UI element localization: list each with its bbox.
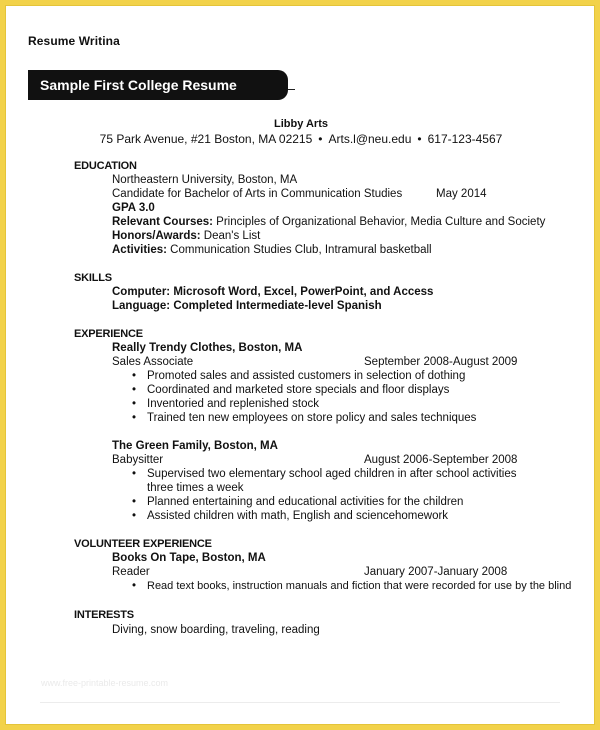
skills-language: Language: Completed Intermediate-level Spanish — [112, 300, 382, 312]
job-bullet: Inventoried and replenished stock — [147, 398, 319, 410]
interests-text: Diving, snow boarding, traveling, reading — [112, 624, 320, 636]
courses-label: Relevant Courses: — [112, 216, 213, 228]
education-honors — [112, 230, 260, 242]
job-bullet: Promoted sales and assisted customers in selection of dothing — [147, 370, 466, 382]
job-bullet: Assisted children with math, English and sciencehomework — [147, 510, 449, 522]
resume-page — [5, 5, 595, 725]
activities-label: Activities: — [112, 244, 167, 256]
bullet-icon: • — [132, 496, 137, 508]
courses-text: Principles of Organizational Behavior, Media Culture and Society — [212, 216, 546, 228]
education-degree-date: May 2014 — [436, 188, 487, 200]
job-bullet: Supervised two elementary school aged children in after school activities — [147, 468, 517, 480]
bullet-icon: • — [132, 580, 137, 592]
bullet-icon: • — [132, 384, 137, 396]
watermark: www.free-printable-resume.com — [41, 678, 169, 688]
interests-heading: INTERESTS — [74, 609, 134, 621]
bullet-icon: • — [132, 370, 137, 382]
address: 75 Park Avenue, #21 Boston, MA 02215 — [99, 132, 313, 146]
education-activities — [112, 244, 432, 256]
education-gpa: GPA 3.0 — [112, 202, 155, 214]
job-dates: August 2006-September 2008 — [364, 454, 518, 466]
volunteer-heading: VOLUNTEER EXPERIENCE — [74, 538, 212, 550]
separator: • — [417, 132, 422, 146]
job-bullet: Planned entertaining and educational activities for the children — [147, 496, 464, 508]
candidate-name: Libby Arts — [274, 118, 328, 130]
volunteer-org: Books On Tape, Boston, MA — [112, 552, 266, 564]
resume-banner — [28, 70, 288, 100]
education-school: Northeastern University, Boston, MA — [112, 174, 298, 186]
contact-line — [6, 132, 596, 146]
volunteer-title: Reader — [112, 566, 150, 578]
job-title: Babysitter — [112, 454, 164, 466]
page-header-title: Resume Writina — [28, 34, 120, 48]
skills-computer: Computer: Microsoft Word, Excel, PowerPoint, and Access — [112, 286, 434, 298]
job-bullet: Coordinated and marketed store specials and floor displays — [147, 384, 450, 396]
bullet-icon: • — [132, 510, 137, 522]
bullet-icon: • — [132, 398, 137, 410]
email: Arts.l@neu.edu — [328, 132, 412, 146]
education-courses — [112, 216, 545, 228]
skills-heading: SKILLS — [74, 272, 112, 284]
job-bullet-continuation: three times a week — [147, 482, 244, 494]
education-heading: EDUCATION — [74, 160, 137, 172]
job-employer: Really Trendy Clothes, Boston, MA — [112, 342, 303, 354]
job-employer: The Green Family, Boston, MA — [112, 440, 278, 452]
job-title: Sales Associate — [112, 356, 194, 368]
phone: 617-123-4567 — [427, 132, 503, 146]
separator: • — [318, 132, 323, 146]
experience-heading: EXPERIENCE — [74, 328, 143, 340]
volunteer-bullet: Read text books, instruction manuals and fiction that were recorded for use by the blind — [147, 580, 572, 592]
job-dates: September 2008-August 2009 — [364, 356, 518, 368]
activities-text: Communication Studies Club, Intramural basketball — [166, 244, 432, 256]
bullet-icon: • — [132, 412, 137, 424]
bullet-icon: • — [132, 468, 137, 480]
bottom-rule — [40, 702, 560, 703]
education-degree: Candidate for Bachelor of Arts in Communication Studies — [112, 188, 403, 200]
banner-title: Sample First College Resume — [40, 77, 237, 93]
job-bullet: Trained ten new employees on store policy and sales techniques — [147, 412, 477, 424]
honors-label: Honors/Awards: — [112, 230, 201, 242]
honors-text: Dean's List — [200, 230, 261, 242]
volunteer-dates: January 2007-January 2008 — [364, 566, 508, 578]
banner-tick — [288, 89, 295, 90]
